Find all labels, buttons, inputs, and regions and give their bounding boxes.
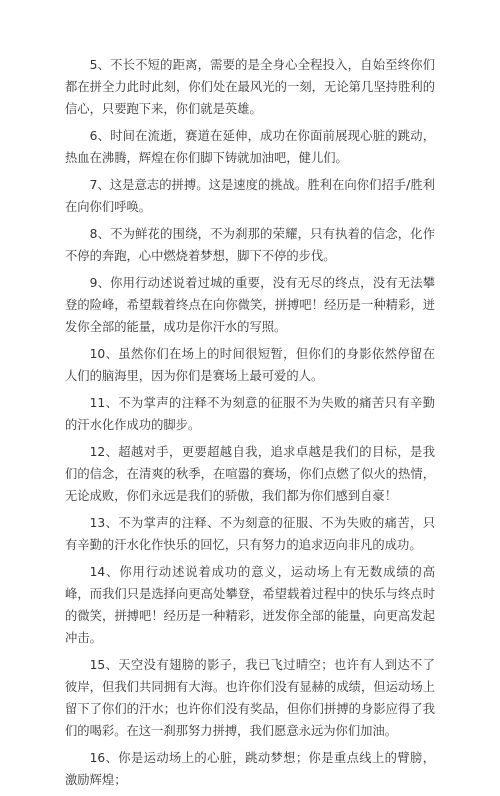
paragraph-13: 13、不为掌声的注释、不为刻意的征服、不为失败的痛苦，只有辛勤的汗水化作快乐的回忆，只有努力的追求迈向非凡的成功。 [65, 516, 435, 552]
paragraph-7: 7、这是意志的拼搏。这是速度的挑战。胜利在向你们招手/胜利在向你们呼唤。 [65, 178, 435, 214]
document-body [65, 54, 435, 796]
paragraph-9: 9、你用行动述说着过城的重要，没有无尽的终点，没有无法攀登的险峰，希望载着终点在向你微笑，拼搏吧！经历是一种精彩，迸发你全部的能量，成功是你汗水的写照。 [65, 276, 435, 334]
paragraph-15: 15、天空没有翅膀的影子，我已飞过晴空；也许有人到达不了彼岸，但我们共同拥有大海。也许你们没有显赫的成绩，但运动场上留下了你们的汗水；也许你们没有奖品，但你们拼搏的身影应得了我们的喝彩。在这一刹那努力拼搏，我们愿意永远为你们加油。 [65, 658, 435, 738]
paragraph-12: 12、超越对手，更要超越自我，追求卓越是我们的目标，是我们的信念，在清爽的秋季，在喧嚣的赛场，你们点燃了似火的热情，无论成败，你们永远是我们的骄傲，我们都为你们感到自豪！ [65, 445, 435, 503]
paragraph-6: 6、时间在流逝，赛道在延伸，成功在你面前展现心脏的跳动，热血在沸腾，辉煌在你们脚下铸就加油吧，健儿们。 [65, 129, 435, 165]
paragraph-14: 14、你用行动述说着成功的意义，运动场上有无数成绩的高峰，而我们只是选择向更高处攀登，希望载着过程中的快乐与终点时的微笑，拼搏吧！经历是一种精彩，迸发你全部的能量，向更高发起冲击。 [65, 565, 435, 645]
paragraph-8: 8、不为鲜花的围绕，不为刹那的荣耀，只有执着的信念，化作不停的奔跑，心中燃烧着梦想，脚下不停的步伐。 [65, 227, 435, 263]
paragraph-16: 16、你是运动场上的心脏，跳动梦想；你是重点线上的臂膀，激励辉煌； [65, 751, 435, 787]
paragraph-5: 5、不长不短的距离，需要的是全身心全程投入，自始至终你们都在拼全力此时此刻，你们处在最风光的一刻，无论第几坚持胜利的信心，只要跑下来，你们就是英雄。 [65, 58, 435, 116]
paragraph-11: 11、不为掌声的注释不为刻意的征服不为失败的痛苦只有辛勤的汗水化作成功的脚步。 [65, 396, 435, 432]
paragraph-10: 10、虽然你们在场上的时间很短暂，但你们的身影依然停留在人们的脑海里，因为你们是赛场上最可爱的人。 [65, 347, 435, 383]
